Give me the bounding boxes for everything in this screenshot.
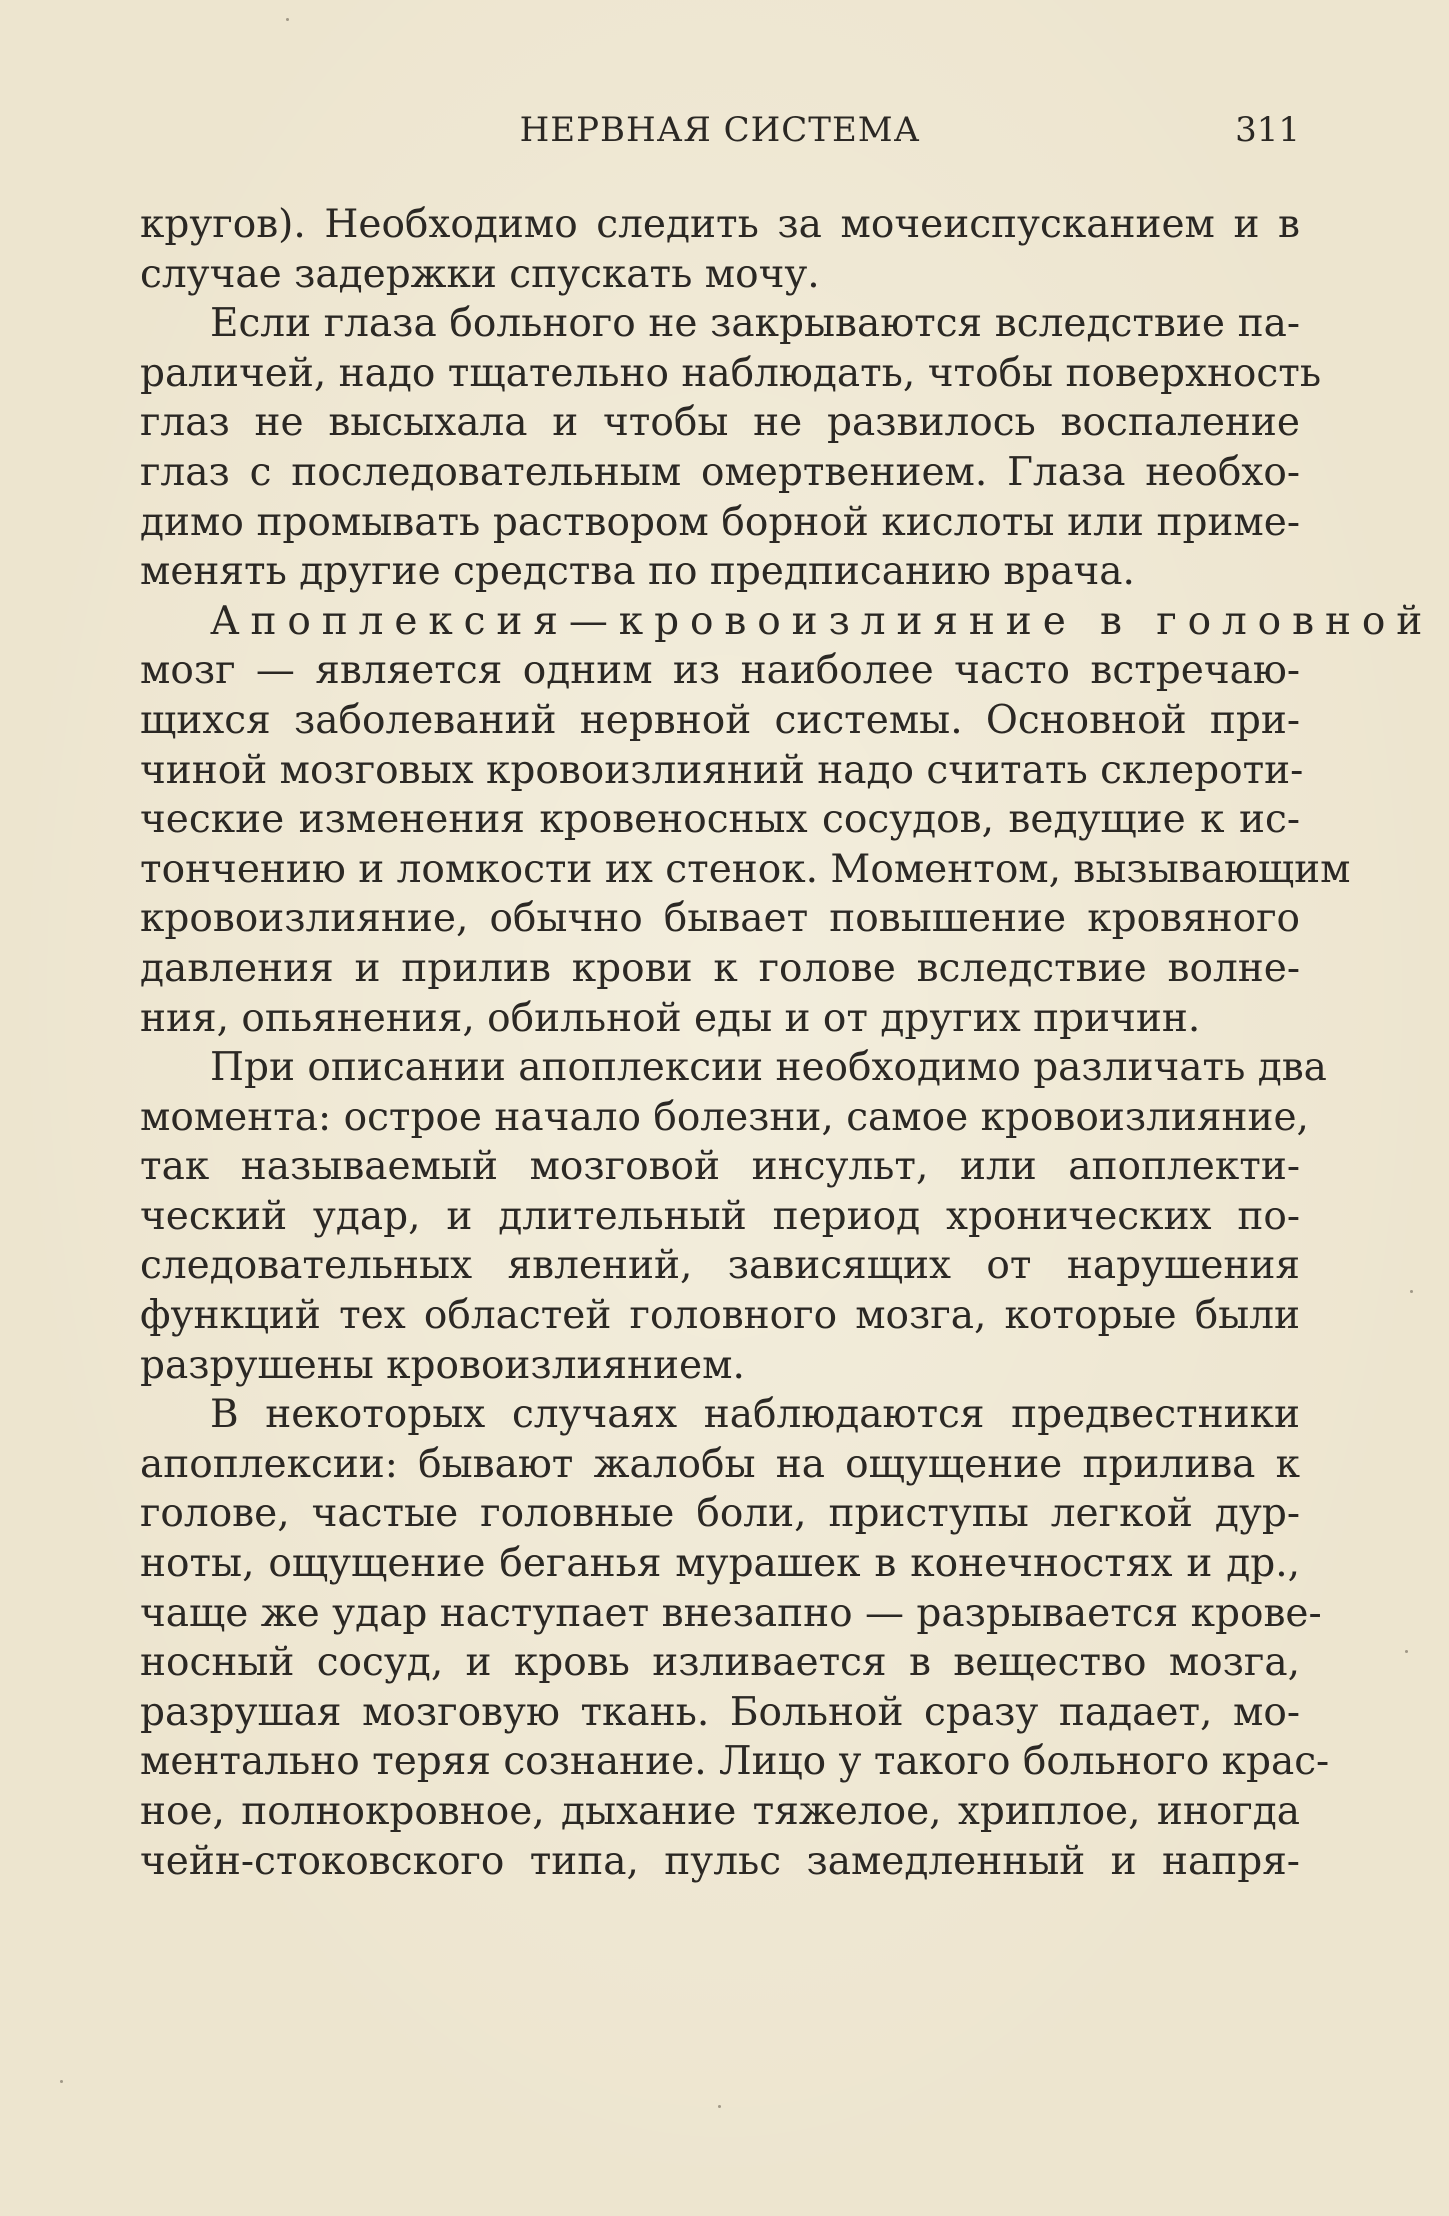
text-line: так называемый мозговой инсульт, или апоплекти- — [140, 1144, 1300, 1190]
paper-speck — [1410, 1290, 1413, 1293]
text-line: чиной мозговых кровоизлияний надо считать склероти- — [140, 747, 1304, 793]
text-line: глаз с последовательным омертвением. Глаза необхо- — [140, 449, 1300, 495]
text-line: Апоплексия—кровоизлияние в головной — [210, 598, 1434, 644]
paper-speck — [286, 18, 289, 21]
text-line: При описании апоплексии необходимо различать два — [210, 1045, 1327, 1091]
text-line: чейн-стоковского типа, пульс замедленный и напря- — [140, 1838, 1300, 1884]
text-line: разрушая мозговую ткань. Больной сразу падает, мо- — [140, 1689, 1300, 1735]
text-line: димо промывать раствором борной кислоты или приме- — [140, 499, 1300, 545]
text-line: кровоизлияние, обычно бывает повышение кровяного — [140, 896, 1300, 942]
text-line: менять другие средства по предписанию врача. — [140, 549, 1135, 595]
text-line: глаз не высыхала и чтобы не развилось воспаление — [140, 400, 1300, 446]
text-line: В некоторых случаях наблюдаются предвестники — [210, 1392, 1300, 1438]
text-line: ния, опьянения, обильной еды и от других причин. — [140, 995, 1201, 1041]
text-line: чаще же удар наступает внезапно — разрывается крове- — [140, 1590, 1322, 1636]
paper-speck — [60, 2080, 63, 2083]
page-header — [140, 110, 1300, 160]
text-line: мозг — является одним из наиболее часто встречаю- — [140, 648, 1300, 694]
text-line: давления и прилив крови к голове вследствие волне- — [140, 945, 1300, 991]
text-line: ное, полнокровное, дыхание тяжелое, хриплое, иногда — [140, 1789, 1300, 1834]
paper-speck — [718, 2105, 721, 2108]
body-text — [140, 200, 1434, 1886]
text-line: щихся заболеваний нервной системы. Основной при- — [140, 697, 1300, 743]
text-line: носный сосуд, и кровь изливается в вещество мозга, — [140, 1640, 1300, 1686]
text-line: следовательных явлений, зависящих от нарушения — [140, 1243, 1300, 1289]
text-line: голове, частые головные боли, приступы легкой дур- — [140, 1491, 1300, 1537]
text-line: случае задержки спускать мочу. — [140, 251, 820, 297]
text-line: раличей, надо тщательно наблюдать, чтобы поверхность — [140, 350, 1322, 396]
text-line: момента: острое начало болезни, самое кровоизлияние, — [140, 1094, 1309, 1140]
text-line: ноты, ощущение беганья мурашек в конечностях и др., — [140, 1541, 1300, 1587]
paper-speck — [1405, 1650, 1408, 1653]
text-line: ческие изменения кровеносных сосудов, ведущие к ис- — [140, 797, 1300, 843]
text-line: кругов). Необходимо следить за мочеиспусканием и в — [140, 202, 1300, 247]
text-line: функций тех областей головного мозга, которые были — [140, 1293, 1300, 1339]
text-line: ментально теряя сознание. Лицо у такого больного крас- — [140, 1739, 1330, 1785]
text-line: разрушены кровоизлиянием. — [140, 1342, 745, 1388]
text-line: апоплексии: бывают жалобы на ощущение прилива к — [140, 1441, 1300, 1487]
text-line: Если глаза больного не закрываются вследствие па- — [210, 301, 1300, 347]
page-number: 311 — [1235, 110, 1300, 150]
text-line: ческий удар, и длительный период хронических по- — [140, 1193, 1300, 1239]
text-line: тончению и ломкости их стенок. Моментом, вызывающим — [140, 846, 1351, 892]
running-title: НЕРВНАЯ СИСТЕМА — [519, 110, 921, 150]
